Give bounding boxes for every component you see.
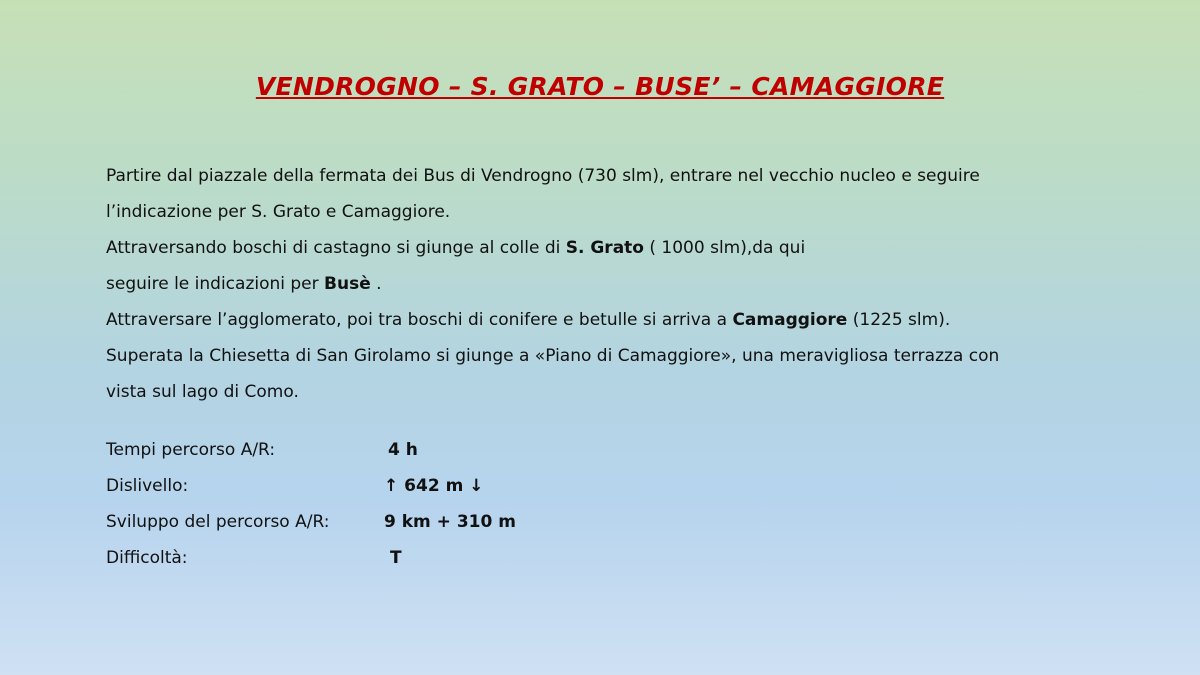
info-value: ↑ 642 m ↓: [384, 476, 484, 496]
info-row-elevation: [106, 468, 806, 504]
info-value: T: [390, 548, 402, 568]
text-segment: .: [370, 274, 382, 294]
info-row-length: [106, 504, 806, 540]
text-segment: Attraversando boschi di castagno si giunge al colle di: [106, 238, 566, 258]
slide-title: VENDROGNO – S. GRATO – BUSE’ – CAMAGGIORE: [255, 72, 945, 101]
text-segment: seguire le indicazioni per: [106, 274, 325, 294]
description-line-5: [106, 302, 1106, 338]
description-line-4: [106, 266, 1106, 302]
description-line-1: Partire dal piazzale della fermata dei Bus di Vendrogno (730 slm), entrare nel vecchio nucleo e seguire: [106, 166, 980, 186]
text-segment: Attraversare l’agglomerato, poi tra boschi di conifere e betulle si arriva a: [106, 310, 733, 330]
text-segment: ( 1000 slm),da qui: [643, 238, 806, 258]
place-name-s-grato: S. Grato: [565, 238, 644, 258]
info-label: Dislivello:: [106, 476, 189, 496]
info-label: Tempi percorso A/R:: [106, 440, 276, 460]
text-segment: (1225 slm).: [847, 310, 951, 330]
info-value: 4 h: [388, 440, 418, 460]
place-name-buse: Busè: [324, 274, 371, 294]
route-info: [106, 432, 806, 576]
info-value: 9 km + 310 m: [384, 512, 516, 532]
description-line-6: Superata la Chiesetta di San Girolamo si giunge a «Piano di Camaggiore», una meravigliosa terrazza con: [106, 346, 1000, 366]
description-line-3: [106, 230, 1106, 266]
info-row-time: [106, 432, 806, 468]
info-label: Difficoltà:: [106, 548, 188, 568]
info-label: Sviluppo del percorso A/R:: [106, 512, 330, 532]
place-name-camaggiore: Camaggiore: [732, 310, 848, 330]
info-row-difficulty: [106, 540, 806, 576]
description-line-7: vista sul lago di Como.: [106, 382, 299, 402]
description-text: [106, 158, 1106, 410]
description-line-2: l’indicazione per S. Grato e Camaggiore.: [106, 202, 451, 222]
